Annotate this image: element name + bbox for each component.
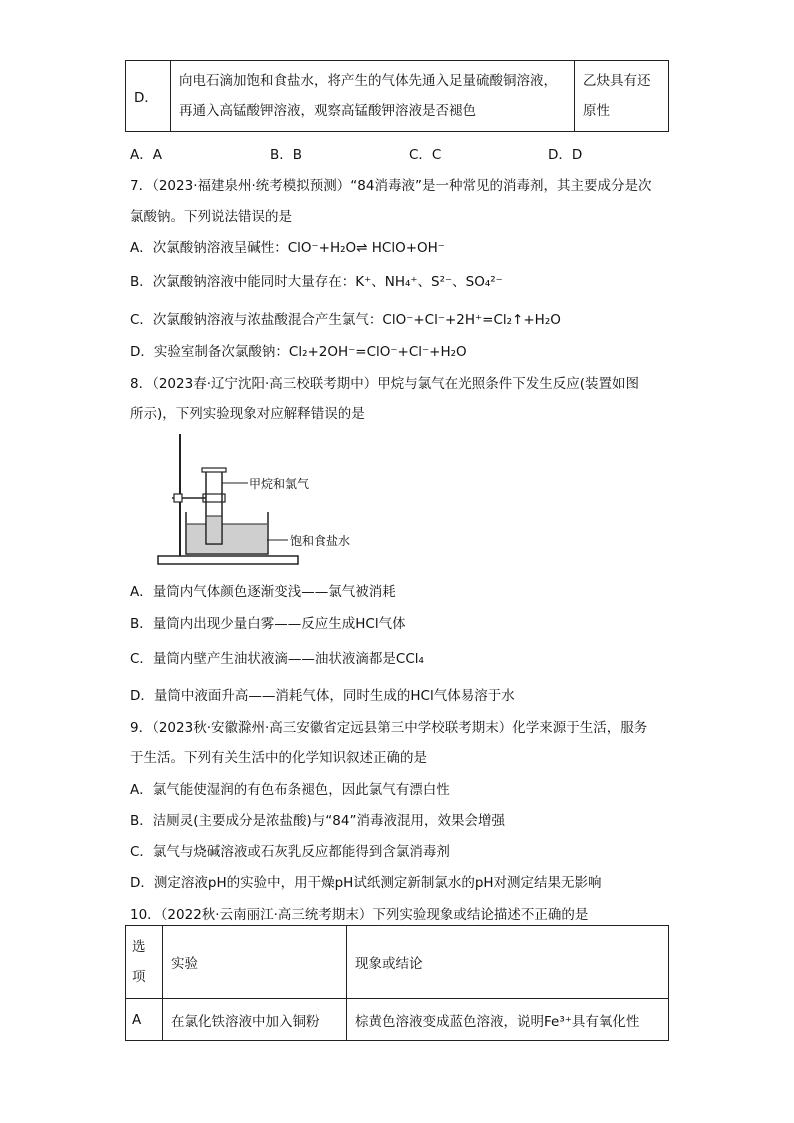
q7-stem-line2: 氯酸钠。下列说法错误的是 <box>130 209 292 225</box>
q8-stem-line1: 8．（2023春·辽宁沈阳·高三校联考期中）甲烷与氯气在光照条件下发生反应(装置如图 <box>130 376 640 392</box>
q9-option-b: B．洁厕灵(主要成分是浓盐酸)与“84”消毒液混用，效果会增强 <box>130 813 505 829</box>
figure-label-gas: 甲烷和氯气 <box>249 477 310 491</box>
q7-option-c: C．次氯酸钠溶液与浓盐酸混合产生氯气：ClO⁻+Cl⁻+2H⁺=Cl₂↑+H₂O <box>130 312 561 328</box>
q8-stem-line2: 所示)，下列实验现象对应解释错误的是 <box>130 406 365 422</box>
clamp <box>174 494 182 502</box>
q7-stem-line1: 7．（2023·福建泉州·统考模拟预测）“84消毒液”是一种常见的消毒剂，其主要成分是次 <box>130 178 652 194</box>
row-d-option: D． <box>126 61 171 132</box>
q6-answer-d: D．D <box>548 147 583 163</box>
saline-water <box>187 524 267 553</box>
row-d-conclusion: 乙炔具有还 原性 <box>575 61 669 132</box>
q9-option-d: D．测定溶液pH的实验中，用干燥pH试纸测定新制氯水的pH对测定结果无影响 <box>130 875 602 891</box>
stand-base <box>158 556 298 564</box>
q8-option-a: A．量筒内气体颜色逐渐变浅——氯气被消耗 <box>130 584 396 600</box>
q10-row-a-experiment: 在氯化铁溶液中加入铜粉 <box>163 999 347 1041</box>
row-d-experiment: 向电石滴加饱和食盐水，将产生的气体先通入足量硫酸铜溶液， 再通入高锰酸钾溶液，观察高锰酸钾溶液是否褪色 <box>171 61 575 132</box>
q10-header-option: 选 项 <box>126 926 163 999</box>
q8-option-c: C．量筒内壁产生油状液滴——油状液滴都是CCl₄ <box>130 651 424 667</box>
q10-table <box>125 925 669 1041</box>
q10-row-a-result: 棕黄色溶液变成蓝色溶液，说明Fe³⁺具有氧化性 <box>347 999 669 1041</box>
q10-header-result: 现象或结论 <box>347 926 669 999</box>
q10-row-a-option: A <box>126 999 163 1041</box>
q10-header-experiment: 实验 <box>163 926 347 999</box>
q9-option-c: C．氯气与烧碱溶液或石灰乳反应都能得到含氯消毒剂 <box>130 844 450 860</box>
q9-option-a: A．氯气能使湿润的有色布条褪色，因此氯气有漂白性 <box>130 782 450 798</box>
q9-stem-line2: 于生活。下列有关生活中的化学知识叙述正确的是 <box>130 750 427 766</box>
q6-answer-c: C．C <box>409 147 442 163</box>
q6-answer-b: B．B <box>270 147 303 163</box>
q10-stem: 10．（2022秋·云南丽江·高三统考期末）下列实验现象或结论描述不正确的是 <box>130 907 589 923</box>
q8-option-d: D．量筒中液面升高——消耗气体，同时生成的HCl气体易溶于水 <box>130 688 515 704</box>
q7-option-b: B．次氯酸钠溶液中能同时大量存在：K⁺、NH₄⁺、S²⁻、SO₄²⁻ <box>130 274 503 290</box>
q7-option-d: D．实验室制备次氯酸钠：Cl₂+2OH⁻=ClO⁻+Cl⁻+H₂O <box>130 344 467 360</box>
top-table <box>125 60 669 132</box>
figure-label-water: 饱和食盐水 <box>290 534 351 548</box>
q7-option-a: A．次氯酸钠溶液呈碱性：ClO⁻+H₂O⇌ HClO+OH⁻ <box>130 240 445 256</box>
q8-option-b: B．量筒内出现少量白雾——反应生成HCl气体 <box>130 616 406 632</box>
q6-answer-a: A．A <box>130 147 162 163</box>
q9-stem-line1: 9．（2023秋·安徽滁州·高三安徽省定远县第三中学校联考期末）化学来源于生活，服务 <box>130 720 648 736</box>
